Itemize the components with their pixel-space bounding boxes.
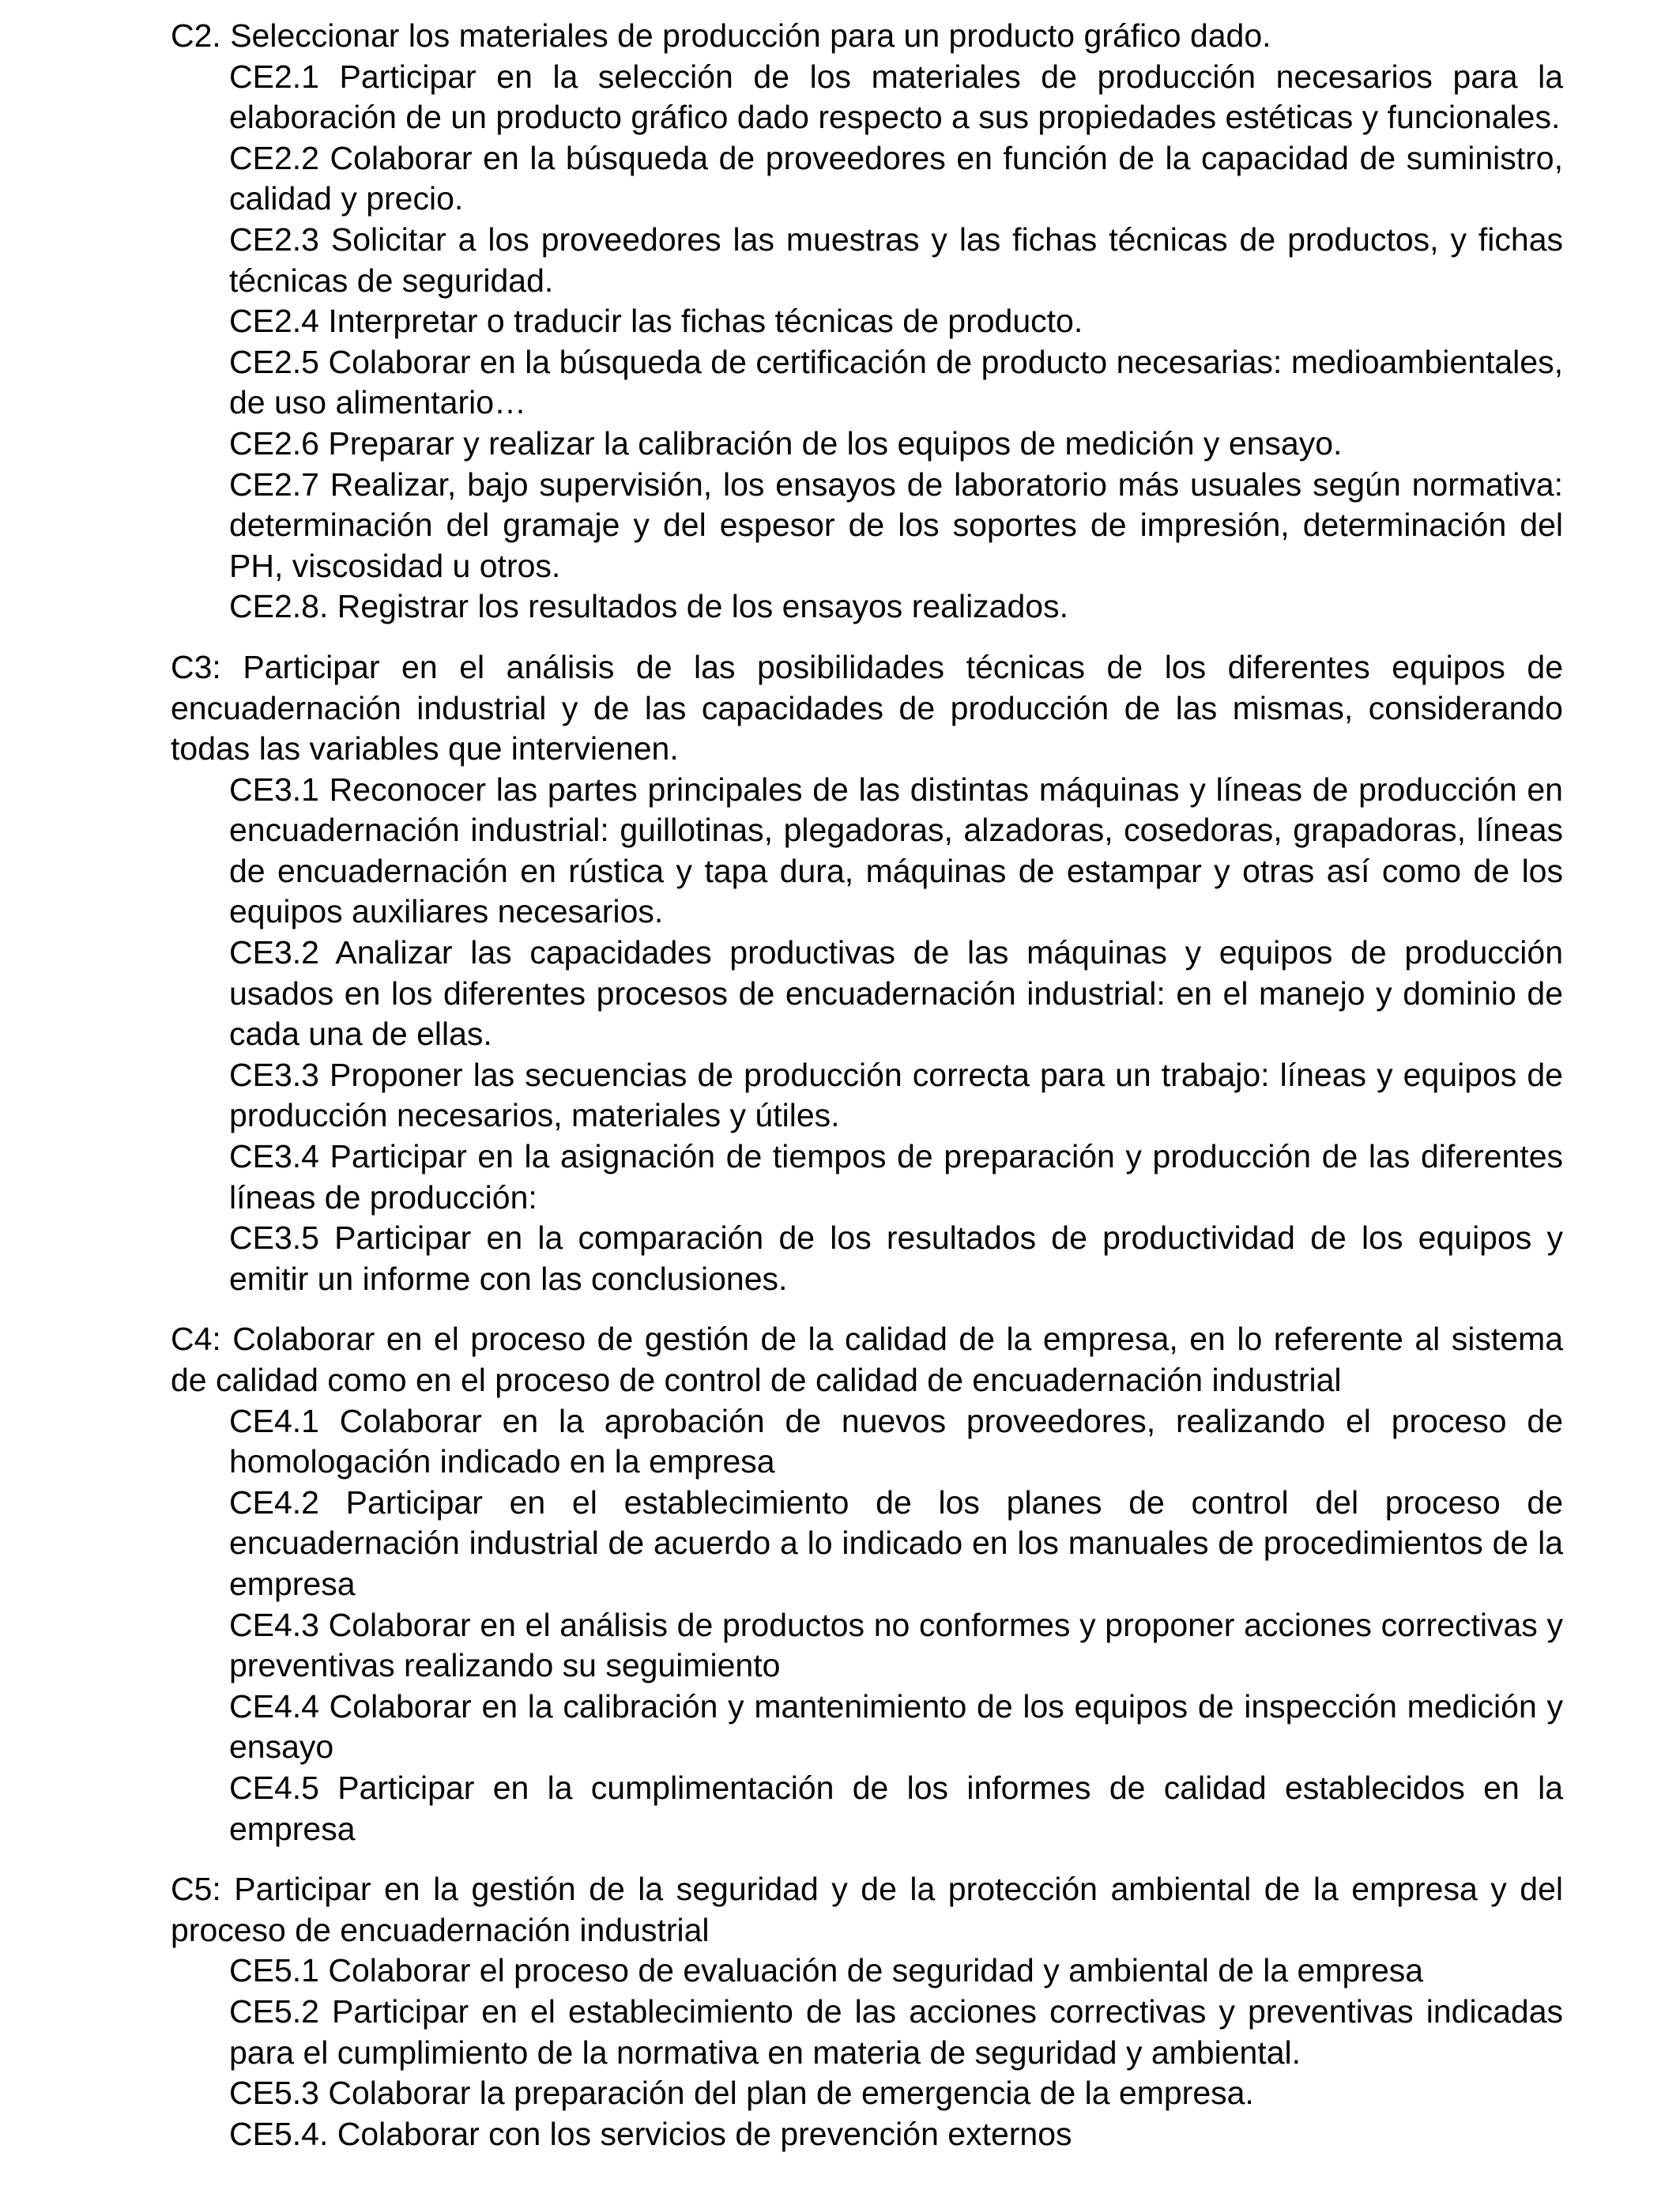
section-heading: C2. Seleccionar los materiales de producción para un producto gráfico dado. [171, 17, 1271, 54]
criterion-item: CE3.1 Reconocer las partes principales de las distintas máquinas y líneas de producción en encuadernación industrial: guillotinas, plegadoras, alzadoras, cosedoras, grapadoras, líneas de encuadernación en rústica y tapa dura, máquinas de estampar y otras así como de los equipos auxiliares necesarios. [229, 771, 1563, 930]
criterion-item: CE5.4. Colaborar con los servicios de prevención externos [229, 2115, 1072, 2152]
criterion-item: CE2.2 Colaborar en la búsqueda de proveedores en función de la capacidad de suministro, calidad y precio. [229, 139, 1563, 217]
criterion-item: CE3.2 Analizar las capacidades productivas de las máquinas y equipos de producción usados en los diferentes procesos de encuadernación industrial: en el manejo y dominio de cada una de ellas. [229, 934, 1563, 1053]
section-c4 [171, 1319, 1563, 1849]
criterion-item: CE2.5 Colaborar en la búsqueda de certificación de producto necesarias: medioambientales, de uso alimentario… [229, 343, 1563, 421]
criterion-item: CE4.2 Participar en el establecimiento de los planes de control del proceso de encuadernación industrial de acuerdo a lo indicado en los manuales de procedimientos de la empresa [229, 1483, 1563, 1602]
criterion-item: CE2.4 Interpretar o traducir las fichas técnicas de producto. [229, 303, 1083, 340]
criterion-item: CE2.1 Participar en la selección de los materiales de producción necesarios para la elaboración de un producto gráfico dado respecto a sus propiedades estéticas y funcionales. [229, 58, 1563, 136]
criterion-item: CE3.5 Participar en la comparación de los resultados de productividad de los equipos y emitir un informe con las conclusiones. [229, 1220, 1563, 1297]
section-c3 [171, 647, 1563, 1300]
section-c5 [171, 1869, 1563, 2154]
criterion-item: CE4.4 Colaborar en la calibración y mantenimiento de los equipos de inspección medición y ensayo [229, 1687, 1563, 1766]
criterion-item: CE2.3 Solicitar a los proveedores las muestras y las fichas técnicas de productos, y fichas técnicas de seguridad. [229, 221, 1563, 299]
section-heading: C5: Participar en la gestión de la seguridad y de la protección ambiental de la empresa y del proceso de encuadernación industrial [171, 1871, 1563, 1948]
criterion-item: CE5.3 Colaborar la preparación del plan de emergencia de la empresa. [229, 2075, 1254, 2112]
criterion-item: CE4.1 Colaborar en la aprobación de nuevos proveedores, realizando el proceso de homologación indicado en la empresa [229, 1402, 1563, 1480]
criterion-item: CE3.3 Proponer las secuencias de producción correcta para un trabajo: líneas y equipos de producción necesarios, materiales y útiles. [229, 1056, 1563, 1134]
criterion-item: CE2.8. Registrar los resultados de los ensayos realizados. [229, 588, 1068, 625]
criterion-item: CE2.7 Realizar, bajo supervisión, los ensayos de laboratorio más usuales según normativa: determinación del gramaje y del espesor de los soportes de impresión, determinación del PH, viscosidad u otros. [229, 466, 1563, 584]
criterion-item: CE2.6 Preparar y realizar la calibración de los equipos de medición y ensayo. [229, 424, 1343, 462]
criterion-item: CE5.2 Participar en el establecimiento de las acciones correctivas y preventivas indicadas para el cumplimiento de la normativa en materia de seguridad y ambiental. [229, 1992, 1563, 2071]
criterion-item: CE3.4 Participar en la asignación de tiempos de preparación y producción de las diferentes líneas de producción: [229, 1138, 1563, 1216]
criterion-item: CE4.5 Participar en la cumplimentación de los informes de calidad establecidos en la empresa [229, 1769, 1563, 1847]
section-heading: C3: Participar en el análisis de las posibilidades técnicas de los diferentes equipos de encuadernación industrial y de las capacidades de producción de las mismas, considerando todas las variables que intervienen. [171, 648, 1563, 767]
document-page [171, 16, 1563, 2154]
criterion-item: CE4.3 Colaborar en el análisis de productos no conformes y proponer acciones correctivas y preventivas realizando su seguimiento [229, 1606, 1563, 1684]
section-heading: C4: Colaborar en el proceso de gestión de la calidad de la empresa, en lo referente al sistema de calidad como en el proceso de control de calidad de encuadernación industrial [171, 1321, 1563, 1398]
criterion-item: CE5.1 Colaborar el proceso de evaluación de seguridad y ambiental de la empresa [229, 1952, 1424, 1989]
section-c2 [171, 16, 1563, 628]
